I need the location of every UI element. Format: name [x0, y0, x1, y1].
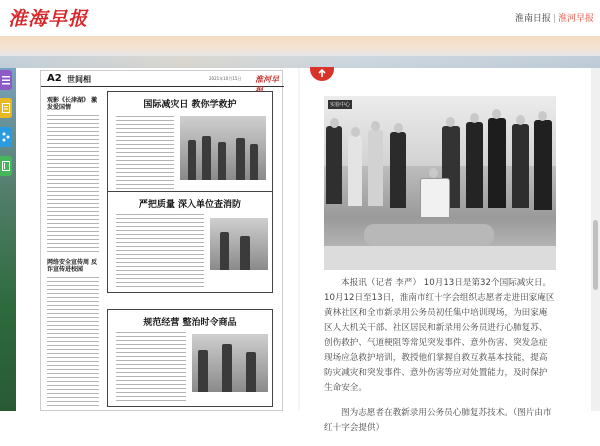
text-column: [116, 214, 204, 288]
newspaper-page[interactable]: [40, 70, 283, 411]
top-bar: [0, 0, 600, 36]
page-number: A2: [47, 73, 62, 84]
column-divider: [298, 68, 300, 411]
left-headline-2[interactable]: 网络安全宣传周 反诈宣传进校园: [47, 259, 98, 273]
scrollbar-thumb[interactable]: [593, 220, 598, 290]
page-icon: [2, 161, 10, 171]
menu-button[interactable]: [0, 70, 12, 90]
link-huaihe-morning[interactable]: 淮河早报: [557, 14, 594, 24]
masthead: 淮河早: [255, 75, 279, 84]
article-paragraph: 本报讯（记者 李严） 10月13日是第32个国际减灾日。10月12日至13日，淮南市红十字会组织志愿者走进田家庵区黄林社区和全市新录用公务员初任集中培训现场，为田家庵区人大机关干部、社区居民和新录用公务员进行心肺复苏、创伤救护、气道梗阻等常见突发事件、意外伤害、突发急症现场应急救护培训，教授他们掌握自救互救基本技能，提高防灾减灾和突发事件、意外伤害等应对处置能力，及时保护生命安全。: [324, 278, 555, 393]
clipboard-button[interactable]: [0, 98, 12, 118]
clipboard-icon: [2, 103, 10, 113]
page-button[interactable]: [0, 156, 12, 176]
article-photo: [324, 96, 556, 270]
text-column: [116, 332, 186, 404]
link-separator: |: [552, 14, 556, 24]
text-column: [116, 116, 174, 190]
story-headline: 国际减灾日 教你学救护: [143, 100, 237, 110]
left-headline-1[interactable]: 观影《长津湖》 激发爱国情: [47, 97, 98, 111]
dots-icon: [2, 132, 10, 142]
story-box[interactable]: [107, 191, 273, 293]
top-links: [515, 11, 594, 24]
text-column: [47, 277, 99, 409]
link-huainan-daily[interactable]: 淮南日报: [514, 14, 551, 24]
section-name: 世间相: [67, 75, 91, 84]
newspaper-header: [41, 71, 284, 87]
issue-date: 2021年10月15日: [209, 76, 242, 81]
side-strip: [0, 68, 16, 411]
site-logo[interactable]: 淮海早报: [8, 8, 89, 30]
article-caption: 图为志愿者在教新录用公务员心肺复苏技术。（图片由市红十字会提供）: [324, 408, 552, 433]
return-arrow-icon: [317, 69, 327, 79]
story-photo: [210, 218, 268, 270]
story-headline: 规范经营 整治时令商品: [143, 318, 237, 328]
article-body: [324, 276, 556, 446]
photo-tag: 实验中心: [330, 102, 351, 108]
header-banner: [0, 36, 600, 68]
story-photo: [180, 116, 266, 180]
menu-icon: [2, 75, 10, 85]
dots-button[interactable]: [0, 127, 12, 147]
text-column: [47, 115, 99, 255]
story-box[interactable]: [107, 309, 273, 407]
story-box[interactable]: [107, 91, 273, 195]
back-arrow-button[interactable]: [310, 67, 334, 81]
story-headline: 严把质量 深入单位查消防: [138, 200, 242, 210]
story-photo: [192, 334, 268, 392]
